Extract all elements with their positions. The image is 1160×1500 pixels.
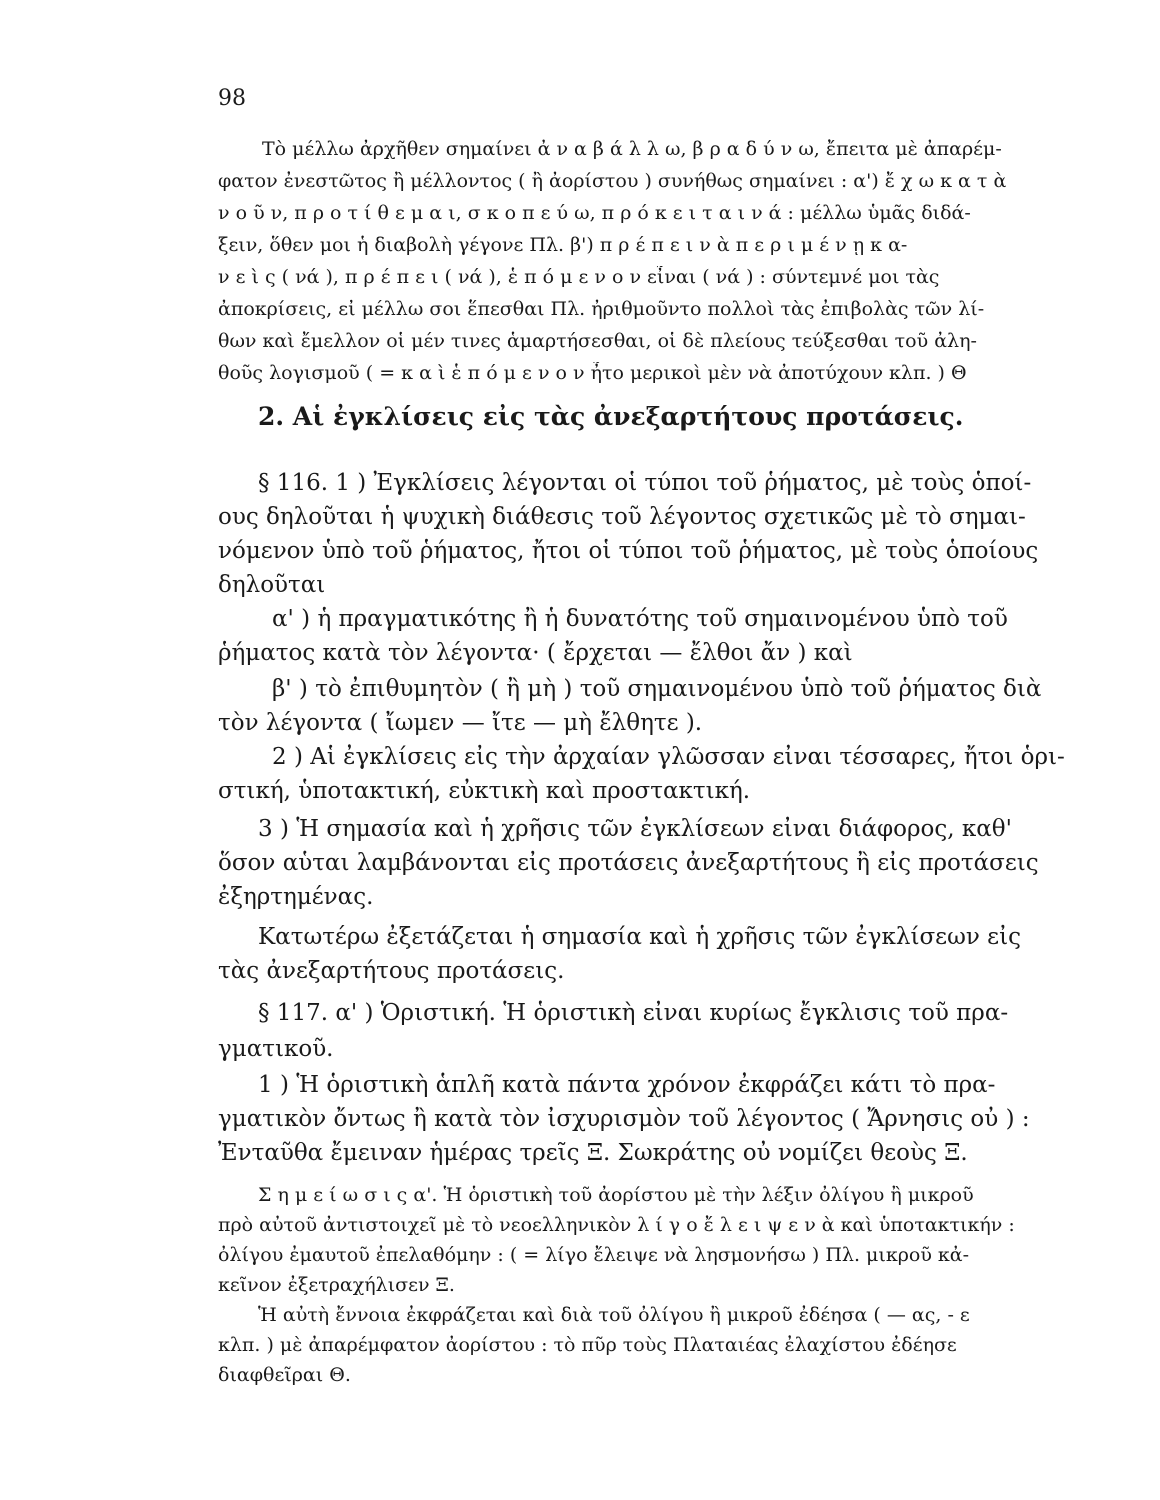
paragraph-line: § 116. 1 ) Ἐγκλίσεις λέγονται οἱ τύποι τοῦ ῥήματος, μὲ τοὺς ὁποί- [258,470,1032,496]
note-line: Σ η μ ε ί ω σ ι ς α'. Ἡ ὁριστικὴ τοῦ ἀορίστου μὲ τὴν λέξιν ὀλίγου ἢ μικροῦ [258,1184,974,1206]
text-line: ἀποκρίσεις, εἰ μέλλω σοι ἕπεσθαι Πλ. ἠριθμοῦντο πολλοὶ τὰς ἐπιβολὰς τῶν λί- [218,298,985,320]
text-line: θοῦς λογισμοῦ ( = κ α ὶ ἑ π ό μ ε ν ο ν ἦτο μερικοὶ μὲν νὰ ἀποτύχουν κλπ. ) Θ [218,362,967,384]
paragraph-line: τὸν λέγοντα ( ἴωμεν — ἴτε — μὴ ἔλθητε ). [218,710,703,736]
paragraph-line: γματικοῦ. [218,1036,334,1062]
text-line: θων καὶ ἔμελλον οἱ μέν τινες ἁμαρτήσεσθαι, οἱ δὲ πλείους τεύξεσθαι τοῦ ἀλη- [218,330,977,352]
note-line: κεῖνον ἐξετραχήλισεν Ξ. [218,1274,455,1296]
paragraph-line: νόμενον ὑπὸ τοῦ ῥήματος, ἤτοι οἱ τύποι τοῦ ῥήματος, μὲ τοὺς ὁποίους [218,538,1039,564]
note-line: Ἡ αὐτὴ ἔννοια ἐκφράζεται καὶ διὰ τοῦ ὀλίγου ἢ μικροῦ ἐδέησα ( — ας, - ε [258,1304,970,1326]
paragraph-line: Κατωτέρω ἐξετάζεται ἡ σημασία καὶ ἡ χρῆσις τῶν ἐγκλίσεων εἰς [258,924,1021,950]
paragraph-line: 1 ) Ἡ ὁριστικὴ ἁπλῆ κατὰ πάντα χρόνον ἐκφράζει κάτι τὸ πρα- [258,1072,996,1098]
paragraph-line: δηλοῦται [218,572,326,598]
paragraph-line: β' ) τὸ ἐπιθυμητὸν ( ἢ μὴ ) τοῦ σημαινομένου ὑπὸ τοῦ ῥήματος διὰ [272,676,1042,702]
paragraph-line: γματικὸν ὄντως ἢ κατὰ τὸν ἰσχυρισμὸν τοῦ λέγοντος ( Ἄρνησις οὐ ) : [218,1106,1030,1132]
text-line: ξειν, ὅθεν μοι ἡ διαβολὴ γέγονε Πλ. β') π ρ έ π ε ι ν ὰ π ε ρ ι μ έ ν ῃ κ α- [218,234,908,256]
paragraph-line: ους δηλοῦται ἡ ψυχικὴ διάθεσις τοῦ λέγοντος σχετικῶς μὲ τὸ σημαι- [218,504,1026,530]
paragraph-line: 2 ) Αἱ ἐγκλίσεις εἰς τὴν ἀρχαίαν γλῶσσαν εἶναι τέσσαρες, ἤτοι ὁρι- [272,744,1065,770]
paragraph-line: στική, ὑποτακτική, εὐκτικὴ καὶ προστακτική. [218,778,751,804]
note-line: διαφθεῖραι Θ. [218,1364,351,1386]
paragraph-line: ἐξηρτημένας. [218,884,374,910]
section-heading: 2. Αἱ ἐγκλίσεις εἰς τὰς ἀνεξαρτήτους προτάσεις. [258,402,964,431]
paragraph-line: Ἐνταῦθα ἔμειναν ἡμέρας τρεῖς Ξ. Σωκράτης οὐ νομίζει θεοὺς Ξ. [218,1140,968,1166]
text-line: ν ε ὶ ς ( νά ), π ρ έ π ε ι ( νά ), ἑ π ό μ ε ν ο ν εἶναι ( νά ) : σύντεμνέ μοι τὰς [218,266,940,288]
note-line: κλπ. ) μὲ ἀπαρέμφατον ἀορίστου : τὸ πῦρ τοὺς Πλαταιέας ἐλαχίστου ἐδέησε [218,1334,957,1356]
paragraph-line: § 117. α' ) Ὁριστική. Ἡ ὁριστικὴ εἶναι κυρίως ἔγκλισις τοῦ πρα- [258,1000,1009,1026]
note-line: πρὸ αὐτοῦ ἀντιστοιχεῖ μὲ τὸ νεοελληνικὸν λ ί γ ο ἔ λ ε ι ψ ε ν ὰ καὶ ὑποτακτικήν : [218,1214,1015,1236]
note-line: ὀλίγου ἐμαυτοῦ ἐπελαθόμην : ( = λίγο ἔλειψε νὰ λησμονήσω ) Πλ. μικροῦ κἀ- [218,1244,970,1266]
paragraph-line: ῥήματος κατὰ τὸν λέγοντα· ( ἔρχεται — ἔλθοι ἄν ) καὶ [218,640,853,666]
text-line: Τὸ μέλλω ἀρχῆθεν σημαίνει ἀ ν α β ά λ λ ω, β ρ α δ ύ ν ω, ἔπειτα μὲ ἀπαρέμ- [262,138,1002,160]
text-line: φατον ἐνεστῶτος ἢ μέλλοντος ( ἢ ἀορίστου ) συνήθως σημαίνει : α') ἔ χ ω κ α τ ὰ [218,170,1007,192]
text-line: ν ο ῦ ν, π ρ ο τ ί θ ε μ α ι, σ κ ο π ε ύ ω, π ρ ό κ ε ι τ α ι ν ά : μέλλω ὑμᾶς διδά- [218,202,971,224]
paragraph-line: 3 ) Ἡ σημασία καὶ ἡ χρῆσις τῶν ἐγκλίσεων εἶναι διάφορος, καθ' [258,816,1012,842]
page-number: 98 [218,86,246,111]
paragraph-line: τὰς ἀνεξαρτήτους προτάσεις. [218,958,565,984]
paragraph-line: α' ) ἡ πραγματικότης ἢ ἡ δυνατότης τοῦ σημαινομένου ὑπὸ τοῦ [272,606,1008,632]
paragraph-line: ὅσον αὗται λαμβάνονται εἰς προτάσεις ἀνεξαρτήτους ἢ εἰς προτάσεις [218,850,1039,876]
